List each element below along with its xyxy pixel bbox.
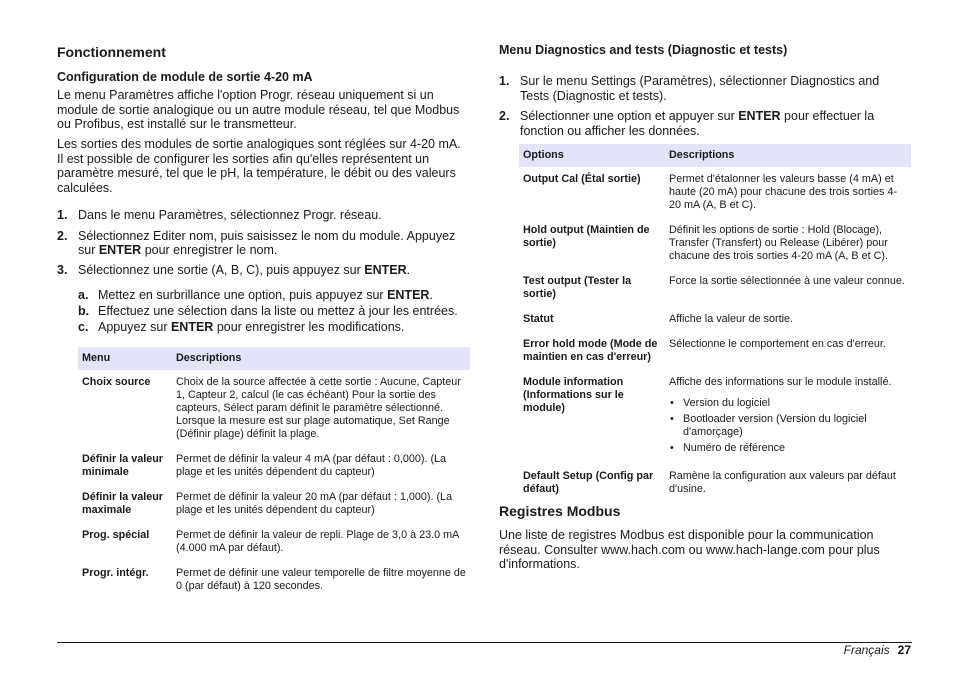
table-row <box>519 370 911 464</box>
table-cell-desc: Permet de définir la valeur de repli. Plage de 3,0 à 23.0 mA (4.000 mA par défaut). <box>176 529 459 554</box>
subheading-diagnostics: Menu Diagnostics and tests (Diagnostic et tests) <box>499 43 788 57</box>
table-cell-menu: Progr. intégr. <box>82 567 149 579</box>
page-footer <box>844 643 911 658</box>
subheading-config-module: Configuration de module de sortie 4-20 mA <box>57 70 313 84</box>
substep-letter: b. <box>78 304 90 318</box>
table-row <box>78 447 470 485</box>
step-key: ENTER <box>98 243 142 257</box>
substep-text-after: . <box>429 288 433 302</box>
table-cell-desc: Permet de définir la valeur 4 mA (par défaut : 0,000). (La plage et les unités dépendent du capteur) <box>176 453 447 478</box>
table-cell-option: Default Setup (Config par défaut) <box>523 470 654 495</box>
table-header-descriptions: Descriptions <box>665 144 911 167</box>
section-heading-modbus: Registres Modbus <box>499 503 621 519</box>
substep-letter: a. <box>78 288 89 302</box>
table-cell-desc: Permet de définir la valeur 20 mA (par défaut : 1,000). (La plage et les unités dépendent du capteur) <box>176 491 453 516</box>
step-1 <box>57 208 470 223</box>
step-text: Sur le menu Settings (Paramètres), sélectionner Diagnostics and Tests (Diagnostic et tests). <box>520 74 880 103</box>
output-menu-table <box>78 347 470 599</box>
intro-paragraph-2: Les sorties des modules de sortie analogiques sont réglées sur 4-20 mA. Il est possible de configurer les sorties afin qu'elles représentent un paramètre mesuré, tel que le pH, la température, le débit ou des valeurs calculées. <box>57 137 461 195</box>
substep-key: ENTER <box>170 320 214 334</box>
substep-text: Appuyez sur <box>98 320 171 334</box>
table-row <box>519 332 911 370</box>
step-text: Sélectionner une option et appuyer sur <box>520 109 739 123</box>
step-2 <box>499 109 911 138</box>
step-text: Sélectionnez une sortie (A, B, C), puis appuyez sur <box>78 262 365 277</box>
list-item: • Version du logiciel <box>669 397 907 410</box>
table-row <box>78 485 470 523</box>
table-cell-option: Error hold mode (Mode de maintien en cas d'erreur) <box>523 338 658 363</box>
step-number: 1. <box>57 208 68 222</box>
modbus-paragraph: Une liste de registres Modbus est disponible pour la communication réseau. Consulter www.hach.com ou www.hach-lange.com pour plus d'informations. <box>499 528 880 571</box>
table-cell-option: Output Cal (Étal sortie) <box>523 173 641 185</box>
table-cell-desc: Ramène la configuration aux valeurs par défaut d'usine. <box>669 470 896 495</box>
substep-c <box>78 320 470 335</box>
step-number: 1. <box>499 74 510 88</box>
table-cell-desc <box>665 370 911 464</box>
step-2 <box>57 229 470 258</box>
table-header-options: Options <box>519 144 665 167</box>
list-item: • Bootloader version (Version du logiciel d'amorçage) <box>669 413 907 439</box>
table-header-row <box>78 347 470 370</box>
section-heading-fonctionnement: Fonctionnement <box>57 44 166 60</box>
table-header-menu: Menu <box>78 347 172 370</box>
substep-letter: c. <box>78 320 89 334</box>
table-cell-menu: Définir la valeur minimale <box>82 453 164 478</box>
step-3 <box>57 263 470 278</box>
step-text-after: pour enregistrer le nom. <box>141 243 278 257</box>
step-key: ENTER <box>364 262 407 277</box>
step-1 <box>499 74 911 103</box>
step-text-after: pour effectuer la fonction ou afficher les données. <box>520 109 875 138</box>
table-cell-menu: Définir la valeur maximale <box>82 491 164 516</box>
table-cell-option: Statut <box>523 313 554 325</box>
table-row <box>519 464 911 502</box>
table-cell-menu: Prog. spécial <box>82 529 150 541</box>
step-text: Dans le menu Paramètres, sélectionnez Progr. réseau. <box>78 208 382 222</box>
step-key: ENTER <box>738 109 781 123</box>
table-cell-desc: Choix de la source affectée à cette sortie : Aucune, Capteur 1, Capteur 2, calcul (le cas échéant) Pour la sortie des capteurs, Sélect param définit le paramètre sélectionné. Lorsque la mesure est sur plage automatique, Set Range (Définir plage) définit la plage. <box>176 376 461 440</box>
table-cell-option: Module information (Informations sur le module) <box>523 376 624 414</box>
table-header-row <box>519 144 911 167</box>
substep-a <box>78 288 470 303</box>
table-row <box>519 307 911 332</box>
table-cell-option: Hold output (Maintien de sortie) <box>523 224 650 249</box>
step-number: 2. <box>499 109 510 123</box>
table-row <box>519 218 911 269</box>
footer-rule <box>57 642 912 643</box>
step-text: Sélectionnez Editer nom, puis saisissez le nom du module. Appuyez sur <box>78 228 456 257</box>
table-cell-desc: Affiche la valeur de sortie. <box>669 313 794 325</box>
module-info-list <box>669 397 907 455</box>
table-cell-desc: Permet de définir une valeur temporelle de filtre moyenne de 0 (par défaut) à 120 secondes. <box>176 567 466 592</box>
intro-paragraph-1: Le menu Paramètres affiche l'option Progr. réseau uniquement si un module de sortie analogique ou un autre module réseau, tel que Modbus ou Profibus, est installé sur le transmetteur. <box>57 88 460 131</box>
table-cell-menu: Choix source <box>82 376 151 388</box>
substep-text-after: pour enregistrer les modifications. <box>213 320 405 334</box>
procedure-steps <box>57 208 470 277</box>
table-cell-desc: Force la sortie sélectionnée à une valeur connue. <box>669 275 905 287</box>
list-item: • Numéro de référence <box>669 442 907 455</box>
substep-text: Mettez en surbrillance une option, puis appuyez sur <box>98 288 388 302</box>
footer-language: Français <box>843 643 890 657</box>
table-row <box>519 269 911 307</box>
table-row <box>78 561 470 599</box>
table-cell-option: Test output (Tester la sortie) <box>523 275 632 300</box>
table-row <box>78 370 470 447</box>
step-text-after: . <box>406 262 411 277</box>
table-cell-desc: Permet d'étalonner les valeurs basse (4 mA) et haute (20 mA) pour chacune des trois sorties 4-20 mA (A, B et C). <box>669 173 898 211</box>
page-number: 27 <box>897 643 911 657</box>
procedure-substeps <box>78 288 470 335</box>
substep-text: Effectuez une sélection dans la liste ou mettez à jour les entrées. <box>98 304 458 318</box>
diagnostics-options-table <box>519 144 911 502</box>
substep-b <box>78 304 470 319</box>
module-info-desc: Affiche des informations sur le module installé. <box>669 376 892 388</box>
step-number: 3. <box>57 262 68 277</box>
step-number: 2. <box>57 228 68 243</box>
diagnostics-steps <box>499 74 911 138</box>
table-cell-desc: Sélectionne le comportement en cas d'erreur. <box>669 338 886 350</box>
substep-key: ENTER <box>387 288 430 302</box>
table-row <box>78 523 470 561</box>
table-header-descriptions: Descriptions <box>172 347 470 370</box>
table-cell-desc: Définit les options de sortie : Hold (Blocage), Transfer (Transfert) ou Release (Libérer) pour chacune des trois sorties 4-20 mA (A, B et C). <box>669 224 889 262</box>
table-row <box>519 167 911 218</box>
